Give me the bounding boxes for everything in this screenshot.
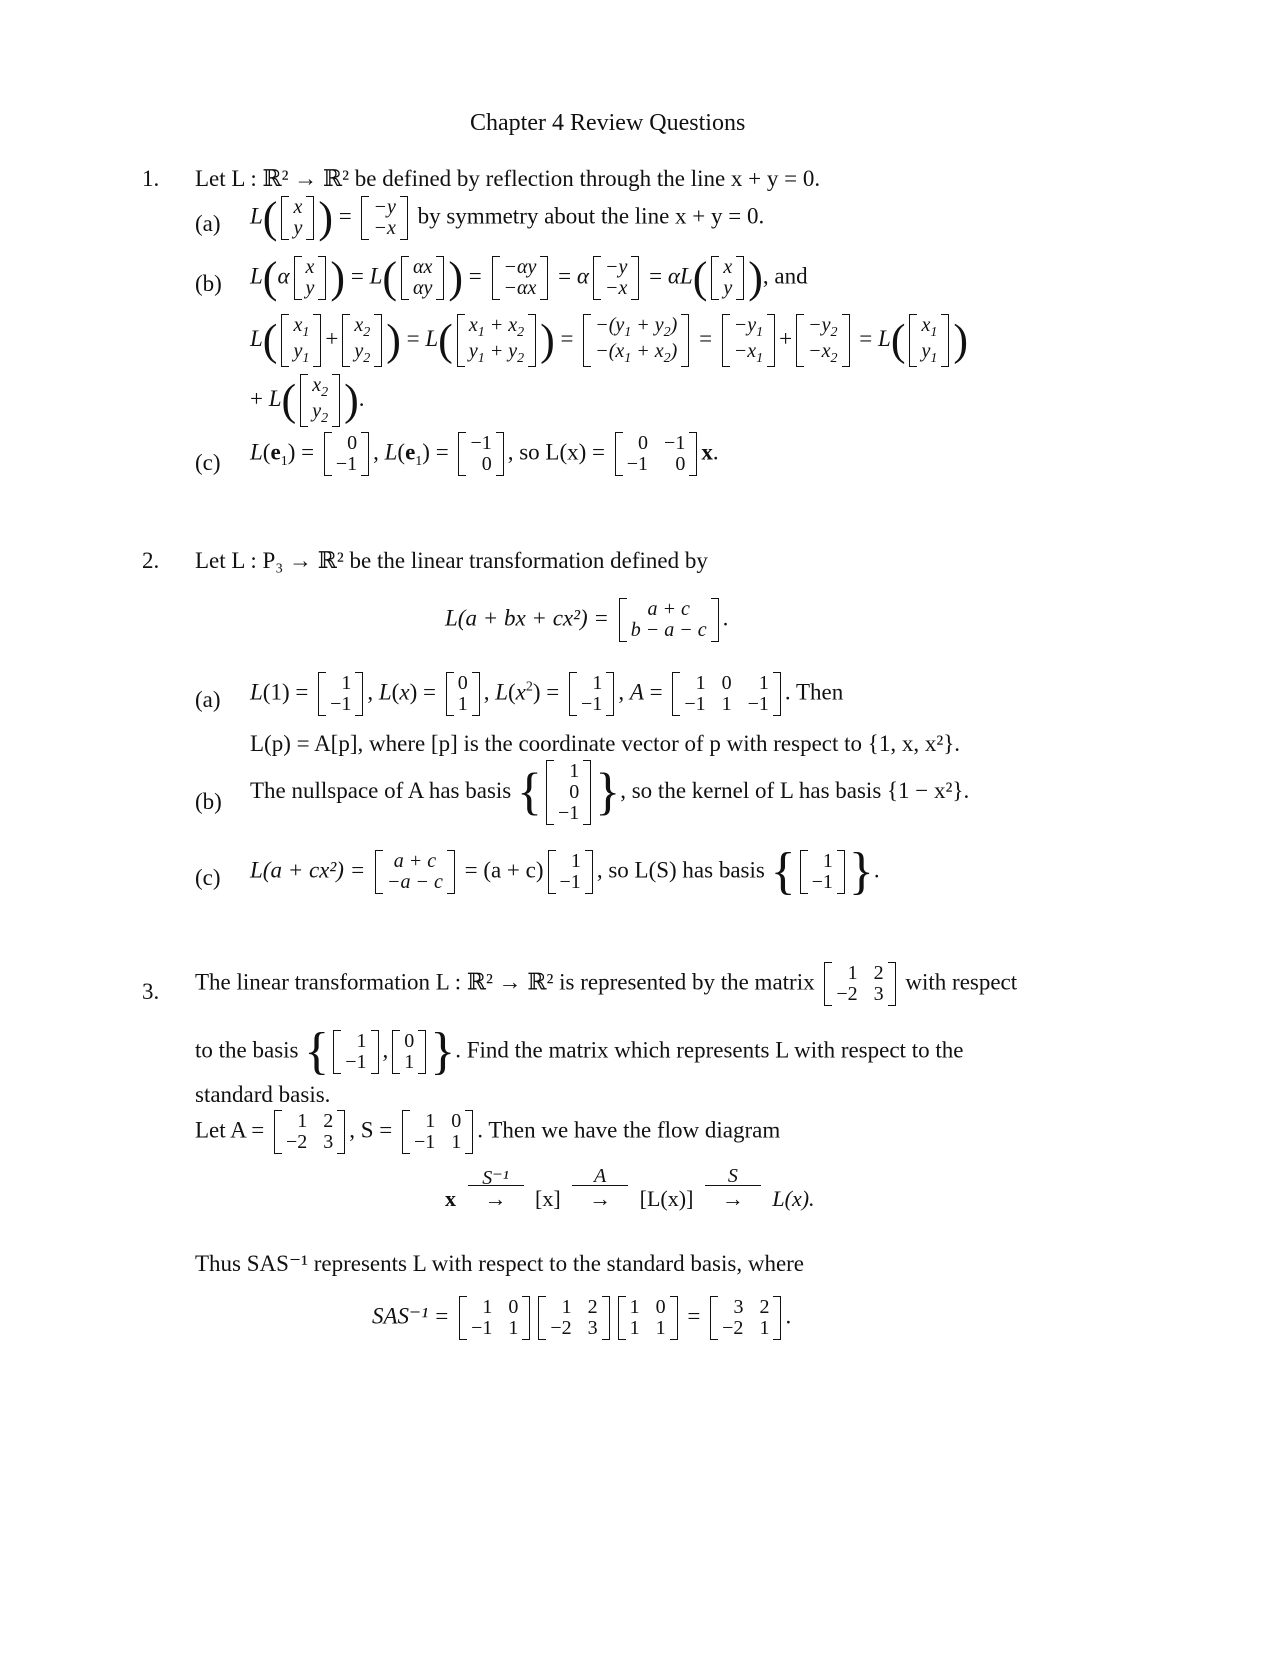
q1a-equation: L( x y ) = −y −x by symmetry about the line x + y = 0.: [250, 193, 765, 242]
q3-let-line: Let A = 1 2 −2 3 , S = 1 0 −1 1 . Then we have the flow diagram: [195, 1110, 781, 1153]
q2-definition: L(a + bx + cx²) = a + c b − a − c .: [445, 598, 729, 641]
q1b-equation-line1: L(α x y ) = L( αx αy ) = −αy −αx = α −y −x = αL( x y ), and: [250, 253, 808, 302]
q1b-equation-line2: L( $x_1$ $y_1$ + $x_2$ $y_2$ ) = L( $x_1 + x_2$ $y_1 + y_2$ ) = $-(y_1 + y_2)$ $-(x_1 + x_2)$ = $-y_1$ $-x_1$ + $-y_2$ $-x_2$ = L( $x_1$ $y_1$ ): [250, 314, 969, 366]
q2-definition-lhs: L(a + bx + cx²) =: [445, 605, 609, 631]
q1c-equation: $L(e_1)$ = 0 −1 , $L(e_1)$ = −1 0 , so L(x) = 0 −1 −1 0 x.: [250, 432, 719, 475]
flow-lx: L(x).: [772, 1186, 815, 1211]
flow-coord-x: [x]: [535, 1186, 561, 1211]
q2c-lhs: L(a + cx²) =: [250, 857, 366, 883]
q2c-mid: = (a + c): [464, 857, 544, 883]
q1b-and: , and: [762, 263, 808, 289]
flow-arrow-a: A →: [572, 1185, 628, 1212]
flow-arrow-a-label: A: [594, 1165, 607, 1187]
q2a-equation: L(1) = 1 −1 , L(x) = 0 1 , $L(x^2)$ = 1 −1 , A = 1 0 1 −1 1 −1 . Then: [250, 672, 844, 715]
q3-thus: Thus SAS⁻¹ represents L with respect to the standard basis, where: [195, 1251, 805, 1276]
flow-diagram: [445, 1165, 815, 1212]
q2a-line2: L(p) = A[p], where [p] is the coordinate vector of p with respect to {1, x, x²}.: [250, 731, 961, 756]
flow-arrow-s-inverse-label: S⁻¹: [482, 1167, 509, 1189]
q3-final-equation: SAS⁻¹ = 1 0 −1 1 1 2 −2 3 1 0 1 1 = 3 2 −2 1 .: [372, 1296, 792, 1339]
q3-flow-text: . Then we have the flow diagram: [477, 1117, 781, 1143]
question-1-intro: Let L : ℝ² → ℝ² be defined by reflection through the line x + y = 0.: [195, 166, 821, 191]
q1a-text: by symmetry about the line x + y = 0.: [417, 203, 765, 229]
q2c-equation: L(a + cx²) = a + c −a − c = (a + c) 1 −1 , so L(S) has basis { 1 −1 }.: [250, 843, 880, 900]
flow-arrow-s: S →: [705, 1185, 761, 1212]
q1a-label: (a): [195, 211, 221, 236]
flow-arrow-s-label: S: [727, 1165, 738, 1187]
q3-intro: The linear transformation L : ℝ² → ℝ² is represented by the matrix 1 2 −2 3 with respect: [195, 962, 1018, 1005]
q3-standard-basis: standard basis.: [195, 1082, 331, 1107]
q2a-label: (a): [195, 687, 221, 712]
question-2-number: 2.: [142, 548, 160, 573]
q3-let-s: , S =: [349, 1117, 393, 1143]
q2b-equation: The nullspace of A has basis { 1 0 −1 }, so the kernel of L has basis {1 − x²}.: [250, 760, 970, 824]
q3-intro-text: The linear transformation L : ℝ² → ℝ² is represented by the matrix: [195, 969, 815, 995]
question-2-intro: Let L : P₃ → ℝ² be the linear transformation defined by: [195, 548, 708, 573]
flow-arrow-s-inverse: S⁻¹ →: [468, 1185, 524, 1212]
q3-basis-pre: to the basis: [195, 1037, 299, 1063]
page-title: Chapter 4 Review Questions: [470, 110, 746, 136]
q3-basis-post: . Find the matrix which represents L with respect to the: [455, 1037, 964, 1063]
flow-x: x: [445, 1186, 456, 1211]
q1b-label: (b): [195, 271, 222, 296]
q3-let-a: Let A =: [195, 1117, 265, 1143]
q2b-label: (b): [195, 789, 222, 814]
q3-intro-end: with respect: [905, 969, 1018, 995]
q3-final-lhs: SAS⁻¹ =: [372, 1303, 450, 1329]
q3-basis-line: to the basis { 1 −1 , 0 1 }. Find the matrix which represents L with respect to the: [195, 1023, 964, 1080]
q1b-equation-line3: + L( $x_2$ $y_2$ ).: [250, 374, 365, 426]
question-3-number: 3.: [142, 979, 160, 1004]
flow-coord-lx: [L(x)]: [639, 1186, 694, 1211]
q2a-then: . Then: [784, 679, 844, 705]
q1c-label: (c): [195, 450, 221, 475]
q1c-text: so L(x) =: [519, 439, 606, 465]
q2c-text: , so L(S) has basis: [596, 857, 765, 883]
q2b-text1: The nullspace of A has basis: [250, 777, 512, 803]
question-1-number: 1.: [142, 166, 160, 191]
q2c-label: (c): [195, 865, 221, 890]
q2b-text2: , so the kernel of L has basis {1 − x²}.: [620, 777, 970, 803]
